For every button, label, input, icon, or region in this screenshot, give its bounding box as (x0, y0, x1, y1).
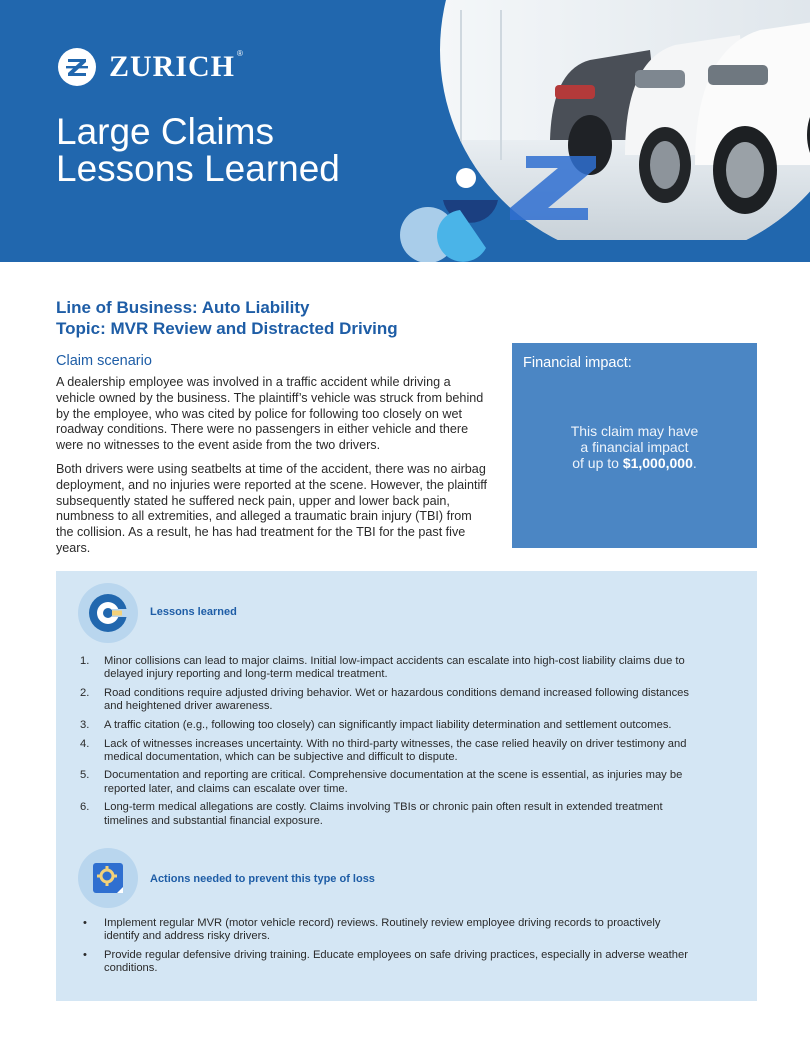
actions-title: Actions needed to prevent this type of loss (150, 873, 375, 885)
page-title-line2: Lessons Learned (56, 148, 340, 189)
financial-line (512, 455, 757, 471)
financial-prefix: of up to (572, 455, 623, 471)
list-item (56, 949, 696, 975)
list-text: Long-term medical allegations are costly. Claims involving TBIs or chronic pain often result in extended treatment timelines and substantial financial exposure. (104, 801, 663, 827)
list-text: A traffic citation (e.g., following too closely) can significantly impact liability determination and settlement outcomes. (104, 718, 672, 731)
scenario-paragraph: Both drivers were using seatbelts at time of the accident, there was no airbag deployment, and no injuries were reported at the scene. However, the plaintiff subsequently stated he suffered neck pain, upper and lower back pain, numbness to all extremities, and alleged a traumatic brain injury (TBI) from the collision. As a result, he has had treatment for the TBI for the past five years. (56, 461, 488, 555)
list-number: 3. (80, 718, 90, 731)
lessons-list (56, 655, 696, 833)
list-text: Minor collisions can lead to major claims. Initial low-impact accidents can escalate into high-cost liability claims due to delayed injury reporting and long-term medical treatment. (104, 655, 685, 681)
list-bullet: • (83, 948, 87, 961)
scenario-paragraph: A dealership employee was involved in a traffic accident while driving a vehicle owned by the business. The plaintiff’s vehicle was struck from behind by the employee, who was cited by police for following too closely on wet roadway conditions. There were no passengers in either vehicle and there were no witnesses to the event aside from the two drivers. (56, 375, 484, 453)
financial-suffix: . (692, 455, 697, 471)
actions-icon-wrap (78, 848, 138, 908)
list-number: 6. (80, 801, 90, 814)
financial-impact-title: Financial impact: (523, 355, 632, 371)
list-text: Provide regular defensive driving training. Educate employees on safe driving practices, especially in adverse weather conditions. (104, 948, 688, 975)
zurich-logo-icon (57, 47, 97, 87)
topic: Topic: MVR Review and Distracted Driving (56, 319, 398, 338)
list-item (56, 801, 696, 827)
lessons-learned-icon (86, 591, 130, 635)
actions-list (56, 917, 696, 981)
list-number: 2. (80, 686, 90, 699)
list-item (56, 738, 696, 764)
list-item (56, 655, 696, 681)
financial-impact-box (512, 343, 757, 548)
financial-line: a financial impact (580, 439, 689, 455)
registered-mark: ® (237, 49, 243, 58)
actions-gear-icon (90, 860, 126, 896)
list-item (56, 719, 696, 732)
financial-line: This claim may have (570, 423, 699, 439)
lessons-learned-icon-wrap (78, 583, 138, 643)
list-item (56, 917, 696, 943)
lessons-panel (56, 571, 757, 1001)
list-number: 4. (80, 737, 90, 750)
lessons-learned-title: Lessons learned (150, 606, 237, 618)
list-item (56, 769, 696, 795)
line-of-business-heading (56, 297, 398, 339)
list-number: 1. (80, 655, 90, 667)
brand-name: ZURICH (109, 50, 236, 83)
list-bullet: • (83, 917, 87, 929)
list-number: 5. (80, 769, 90, 782)
list-text: Documentation and reporting are critical. Comprehensive documentation at the scene is essential, as injuries may be reported later, and claims can escalate over time. (104, 769, 683, 795)
financial-impact-text (512, 423, 757, 471)
list-text: Lack of witnesses increases uncertainty. With no third-party witnesses, the case relied heavily on driver testimony and medical documentation, which can be subjective and difficult to dispute. (104, 737, 687, 763)
claim-scenario-title: Claim scenario (56, 353, 152, 369)
line-of-business: Line of Business: Auto Liability (56, 298, 310, 317)
claim-scenario-section (56, 353, 491, 565)
decorative-shapes (398, 150, 598, 262)
header-banner (0, 0, 810, 262)
zurich-logo (57, 47, 243, 87)
page-title-line1: Large Claims (56, 111, 274, 152)
list-text: Implement regular MVR (motor vehicle record) reviews. Routinely review employee driving records to proactively identify and address risky drivers. (104, 917, 661, 943)
financial-amount: $1,000,000 (622, 455, 693, 471)
list-item (56, 687, 696, 713)
page-title (56, 113, 340, 187)
list-text: Road conditions require adjusted driving behavior. Wet or hazardous conditions demand increased following distances and heightened driver awareness. (104, 686, 689, 713)
